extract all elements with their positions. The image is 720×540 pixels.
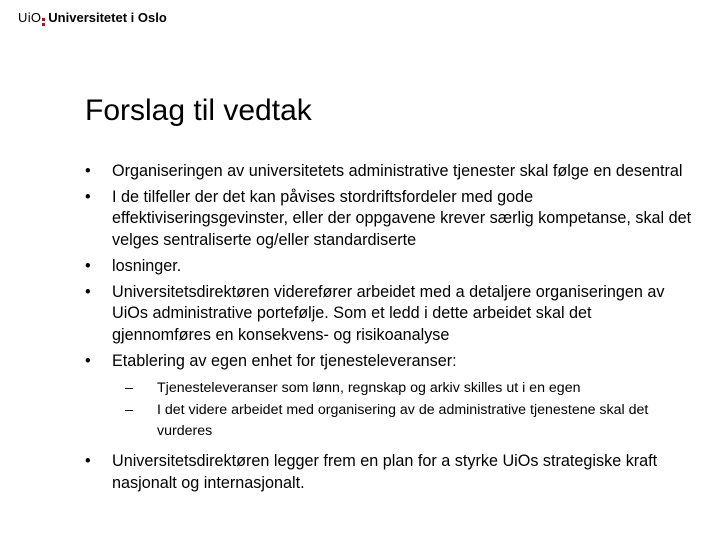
sub-bullet-item	[125, 378, 695, 400]
bullet-item	[85, 451, 695, 494]
logo-prefix: UiO	[18, 10, 42, 25]
bullet-list	[85, 161, 695, 498]
bullet-text: Universitetsdirektøren viderefører arbeidet med a detaljere organiseringen av UiOs administrative portefølje. Som et ledd i dette arbeidet skal det gjennomføres en konsekvens- og risikoanalyse	[112, 282, 665, 344]
bullet-text: Organiseringen av universitetets administrative tjenester skal følge en desentral	[112, 162, 683, 180]
sub-bullet-text: Tjenesteleveranser som lønn, regnskap og arkiv skilles ut i en egen	[157, 380, 581, 397]
bullet-icon: •	[85, 256, 91, 275]
bullet-text: losninger.	[112, 256, 182, 275]
sub-bullet-text: I det videre arbeidet med organisering av de administrative tjenestene skal det vurderes	[157, 401, 649, 440]
bullet-item	[85, 187, 695, 252]
bullet-item	[85, 282, 695, 347]
dash-icon: –	[125, 380, 133, 397]
bullet-icon: •	[85, 187, 91, 206]
slide-title: Forslag til vedtak	[85, 94, 312, 127]
bullet-icon: •	[85, 451, 91, 470]
bullet-icon: •	[85, 282, 91, 301]
dash-icon: –	[125, 401, 133, 418]
bullet-text: Universitetsdirektøren legger frem en plan for a styrke UiOs strategiske kraft nasjonalt og internasjonalt.	[112, 451, 658, 492]
bullet-item	[85, 161, 695, 183]
uio-logo	[18, 9, 167, 27]
logo-name: Universitetet i Oslo	[48, 10, 167, 25]
bullet-icon: •	[85, 351, 91, 370]
bullet-text: Etablering av egen enhet for tjenesteleveranser:	[112, 351, 457, 370]
sub-bullet-item	[125, 400, 695, 443]
bullet-icon: •	[85, 162, 91, 180]
sub-bullet-list	[112, 378, 695, 443]
bullet-item	[85, 351, 695, 443]
bullet-text: I de tilfeller der det kan påvises stordriftsfordeler med gode effektiviseringsgevinster, eller der oppgavene krever særlig kompetanse, skal det velges sentraliserte og/eller standardiserte	[112, 187, 692, 250]
bullet-item	[85, 256, 695, 278]
logo-mark-icon	[42, 17, 45, 20]
